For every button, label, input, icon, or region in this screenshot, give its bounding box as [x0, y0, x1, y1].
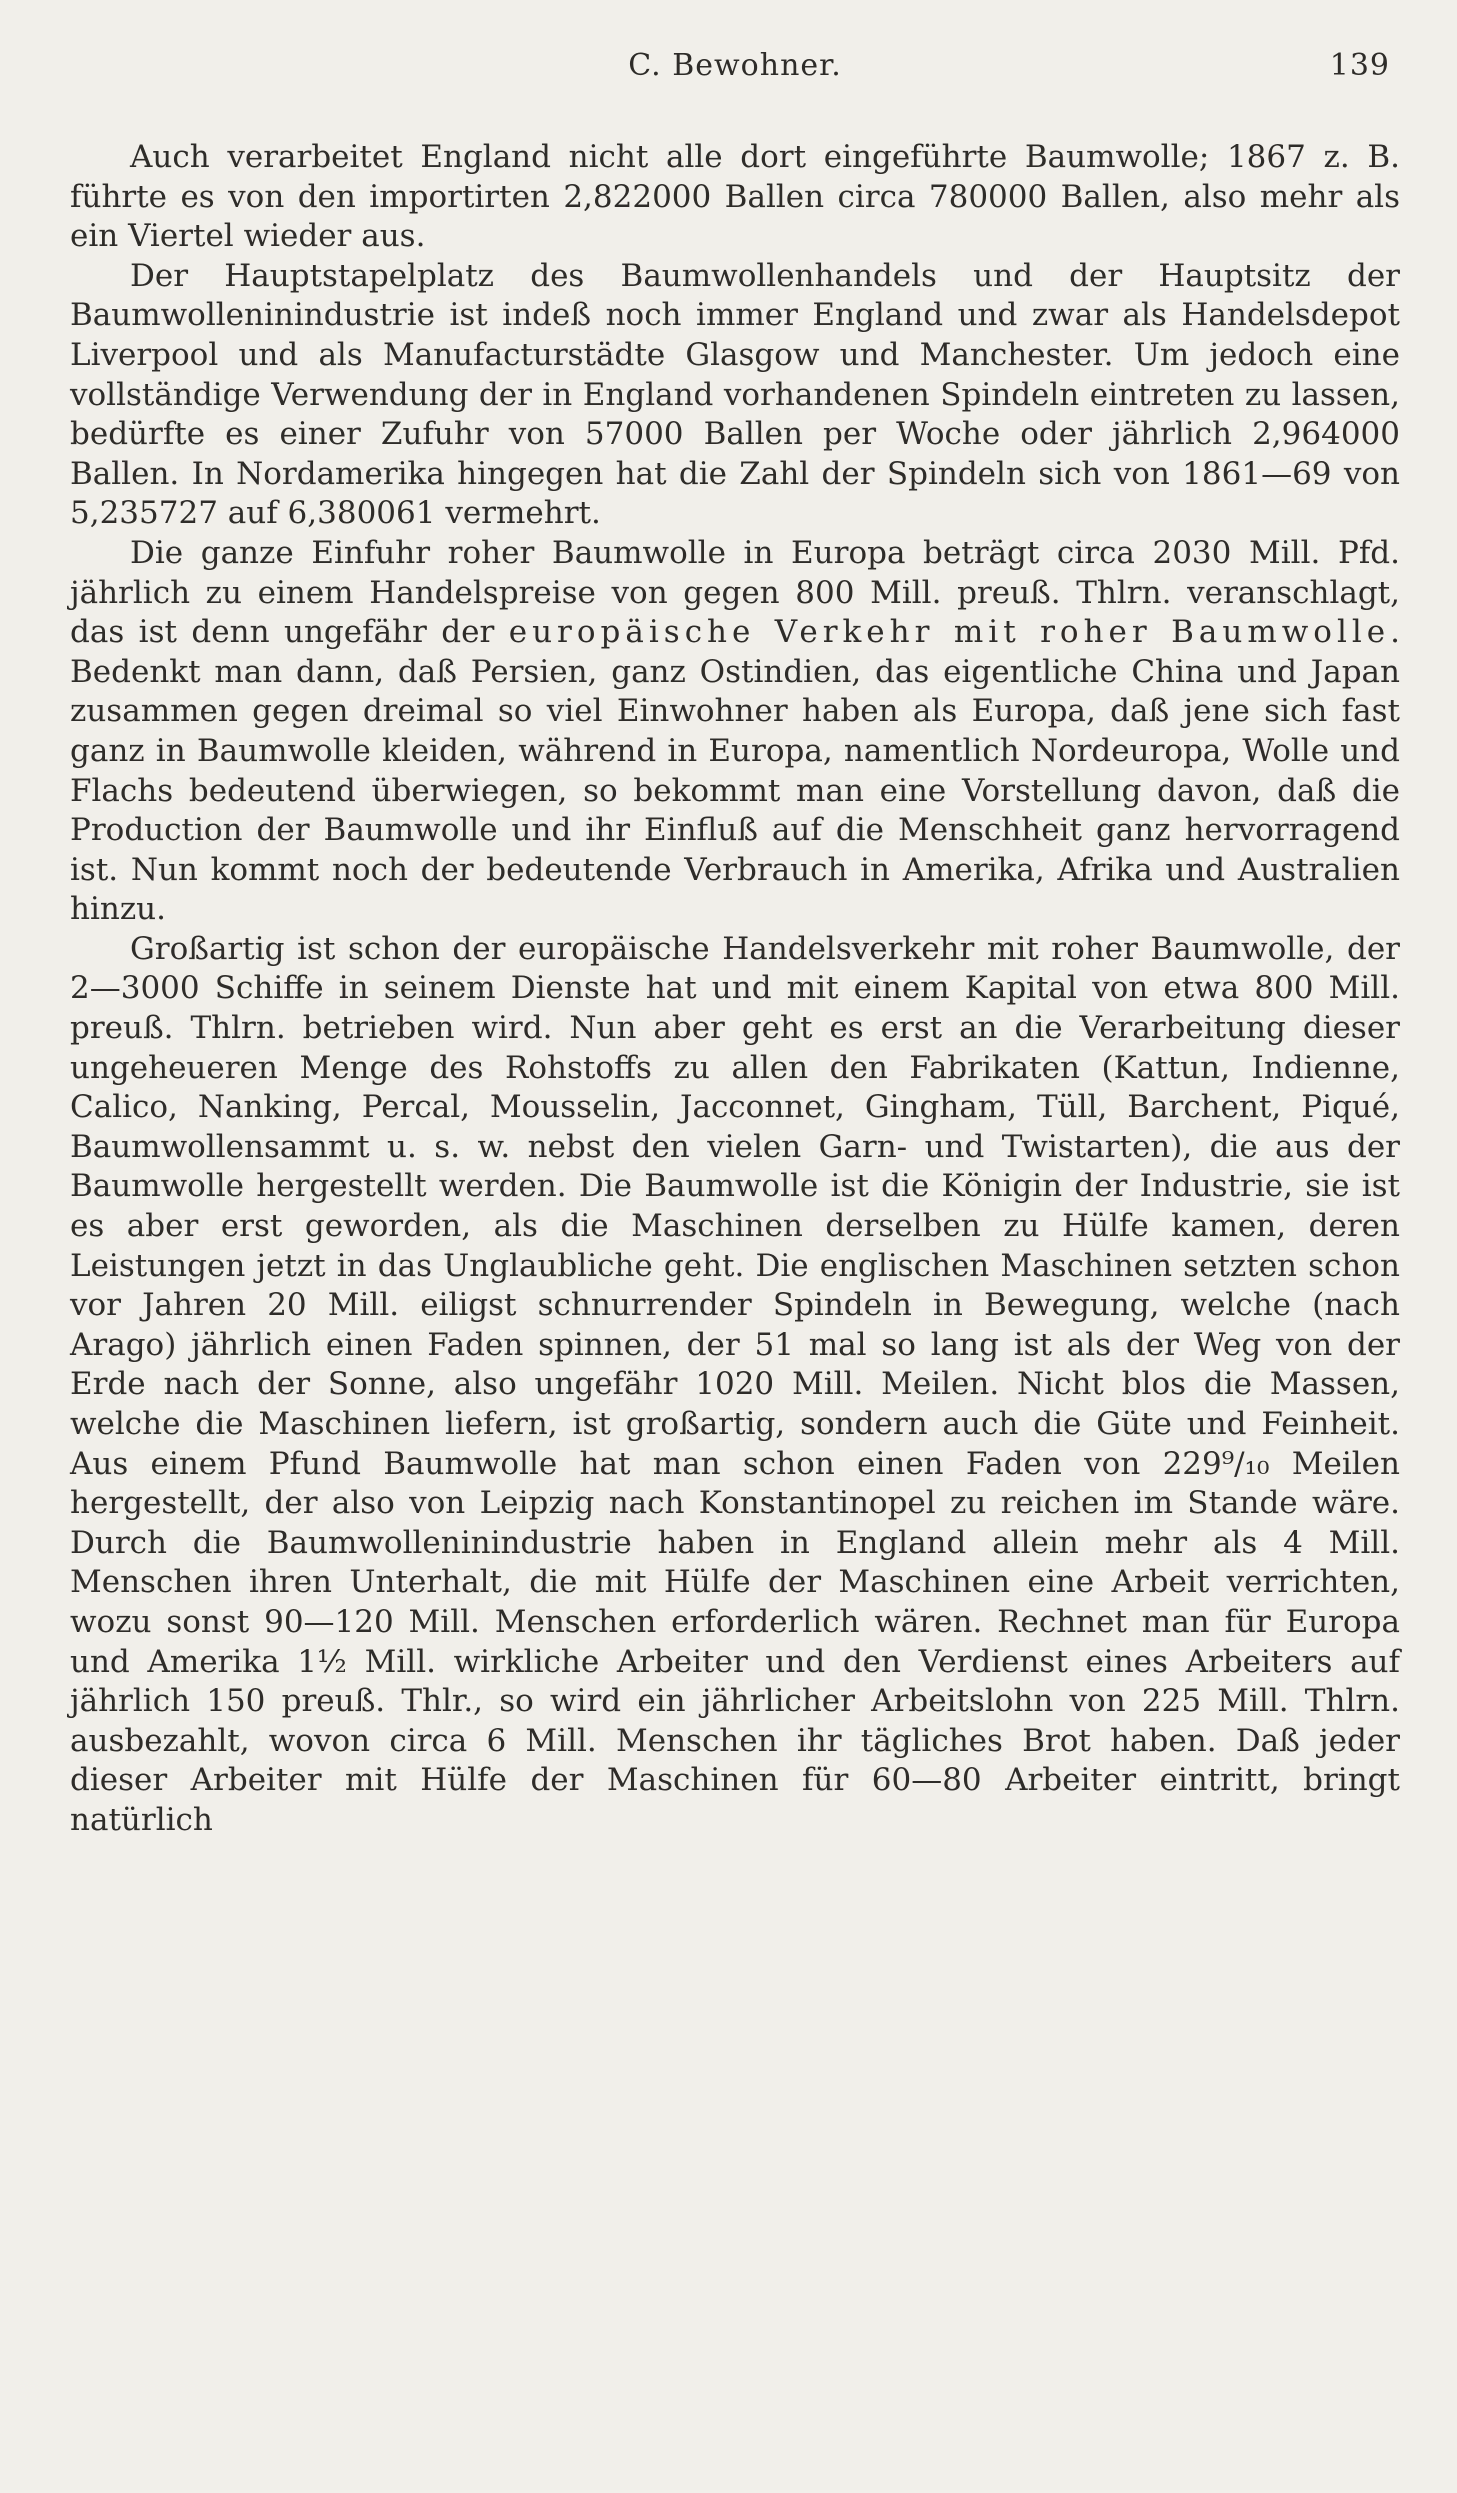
paragraph: Der Hauptstapelplatz des Baumwollenhandels und der Hauptsitz der Baumwolleninindustrie ist indeß noch immer England und zwar als Handelsdepot Liverpool und als Manufacturstädte Glasgow und Manchester. Um jedoch eine vollständige Verwendung der in England vorhandenen Spindeln eintreten zu lassen, bedürfte es einer Zufuhr von 57000 Ballen per Woche oder jährlich 2,964000 Ballen. In Nordamerika hingegen hat die Zahl der Spindeln sich von 1861—69 von 5,235727 auf 6,380061 vermehrt.	[70, 257, 1400, 532]
paragraph-text: . Bedenkt man dann, daß Persien, ganz Ostindien, das eigentliche China und Japan zusammen gegen dreimal so viel Einwohner haben als Europa, daß jene sich fast ganz in Baumwolle kleiden, während in Europa, namentlich Nordeuropa, Wolle und Flachs bedeutend überwiegen, so bekommt man eine Vorstellung davon, daß die Production der Baumwolle und ihr Einfluß auf die Menschheit ganz hervorragend ist. Nun kommt noch der bedeutende Verbrauch in Amerika, Afrika und Australien hinzu.	[70, 614, 1401, 928]
page-number: 139	[1329, 48, 1390, 83]
paragraph: Auch verarbeitet England nicht alle dort eingeführte Baumwolle; 1867 z. B. führte es von den importirten 2,822000 Ballen circa 780000 Ballen, also mehr als ein Viertel wieder aus.	[70, 139, 1400, 255]
body-text	[70, 138, 1400, 1841]
running-header	[70, 40, 1400, 100]
running-title: C. Bewohner.	[628, 48, 842, 83]
book-page	[70, 40, 1400, 2460]
paragraph: Großartig ist schon der europäische Handelsverkehr mit roher Baumwolle, der 2—3000 Schiffe in seinem Dienste hat und mit einem Kapital von etwa 800 Mill. preuß. Thlrn. betrieben wird. Nun aber geht es erst an die Verarbeitung dieser ungeheueren Menge des Rohstoffs zu allen den Fabrikaten (Kattun, Indienne, Calico, Nanking, Percal, Mousselin, Jacconnet, Gingham, Tüll, Barchent, Piqué, Baumwollensammt u. s. w. nebst den vielen Garn- und Twistarten), die aus der Baumwolle hergestellt werden. Die Baumwolle ist die Königin der Industrie, sie ist es aber erst geworden, als die Maschinen derselben zu Hülfe kamen, deren Leistungen jetzt in das Unglaubliche geht. Die englischen Maschinen setzten schon vor Jahren 20 Mill. eiligst schnurrender Spindeln in Bewegung, welche (nach Arago) jährlich einen Faden spinnen, der 51 mal so lang ist als der Weg von der Erde nach der Sonne, also ungefähr 1020 Mill. Meilen. Nicht blos die Massen, welche die Maschinen liefern, ist großartig, sondern auch die Güte und Feinheit. Aus einem Pfund Baumwolle hat man schon einen Faden von 229⁹/₁₀ Meilen hergestellt, der also von Leipzig nach Konstantinopel zu reichen im Stande wäre. Durch die Baumwolleninindustrie haben in England allein mehr als 4 Mill. Menschen ihren Unterhalt, die mit Hülfe der Maschinen eine Arbeit verrichten, wozu sonst 90—120 Mill. Menschen erforderlich wären. Rechnet man für Europa und Amerika 1½ Mill. wirkliche Arbeiter und den Verdienst eines Arbeiters auf jährlich 150 preuß. Thlr., so wird ein jährlicher Arbeitslohn von 225 Mill. Thlrn. ausbezahlt, wovon circa 6 Mill. Menschen ihr tägliches Brot haben. Daß jeder dieser Arbeiter mit Hülfe der Maschinen für 60—80 Arbeiter eintritt, bringt natürlich	[70, 930, 1400, 1838]
paragraph	[70, 534, 1400, 930]
paragraph-text: Die ganze Einfuhr roher Baumwolle in Europa beträgt circa 2030 Mill. Pfd. jährlich zu einem Handelspreise von gegen 800 Mill. preuß. Thlrn. veranschlagt, das ist denn ungefähr der	[70, 534, 1400, 651]
emphasized-text: europäische Verkehr mit roher Baumwolle	[508, 614, 1391, 651]
